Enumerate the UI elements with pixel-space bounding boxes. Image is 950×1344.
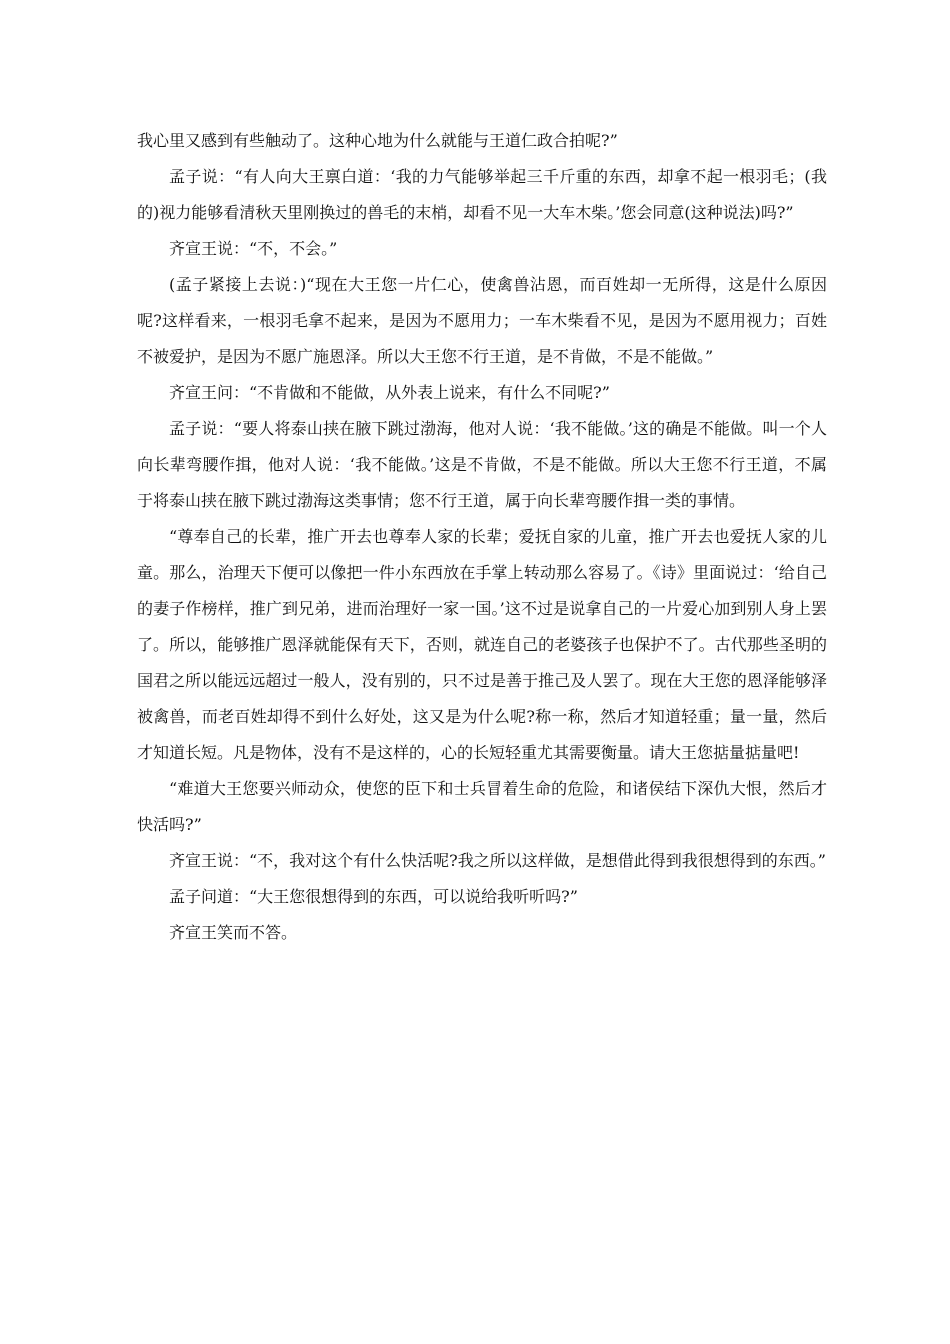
document-body <box>137 123 827 951</box>
paragraph: (孟子紧接上去说：)“现在大王您一片仁心，使禽兽沾恩，而百姓却一无所得，这是什么原因呢?这样看来，一根羽毛拿不起来，是因为不愿用力；一车木柴看不见，是因为不愿用视力；百姓不被爱护，是因为不愿广施恩泽。所以大王您不行王道，是不肯做，不是不能做。” <box>137 275 827 366</box>
paragraph: 齐宣王问：“不肯做和不能做，从外表上说来，有什么不同呢?” <box>169 383 610 402</box>
paragraph: 我心里又感到有些触动了。这种心地为什么就能与王道仁政合拍呢?” <box>137 131 618 150</box>
paragraph: “难道大王您要兴师动众，使您的臣下和士兵冒着生命的危险，和诸侯结下深仇大恨，然后才快活吗?” <box>137 779 827 834</box>
paragraph: 孟子问道：“大王您很想得到的东西，可以说给我听听吗?” <box>169 887 578 906</box>
paragraph: 齐宣王说：“不，我对这个有什么快活呢?我之所以这样做，是想借此得到我很想得到的东西。” <box>169 851 826 870</box>
paragraph: “尊奉自己的长辈，推广开去也尊奉人家的长辈；爱抚自家的儿童，推广开去也爱抚人家的儿童。那么，治理天下便可以像把一件小东西放在手掌上转动那么容易了。《诗》里面说过：‘给自己的妻子作榜样，推广到兄弟，进而治理好一家一国。’这不过是说拿自己的一片爱心加到别人身上罢了。所以，能够推广恩泽就能保有天下，否则，就连自己的老婆孩子也保护不了。古代那些圣明的国君之所以能远远超过一般人，没有别的，只不过是善于推己及人罢了。现在大王您的恩泽能够泽被禽兽，而老百姓却得不到什么好处，这又是为什么呢?称一称，然后才知道轻重；量一量，然后才知道长短。凡是物体，没有不是这样的，心的长短轻重尤其需要衡量。请大王您掂量掂量吧! <box>137 527 827 762</box>
paragraph: 孟子说：“要人将泰山挟在腋下跳过渤海，他对人说：‘我不能做。’这的确是不能做。叫一个人向长辈弯腰作揖，他对人说：‘我不能做。’这是不肯做，不是不能做。所以大王您不行王道，不属于将泰山挟在腋下跳过渤海这类事情；您不行王道，属于向长辈弯腰作揖一类的事情。 <box>137 419 827 510</box>
paragraph: 孟子说：“有人向大王禀白道：‘我的力气能够举起三千斤重的东西，却拿不起一根羽毛；(我的)视力能够看清秋天里刚换过的兽毛的末梢，却看不见一大车木柴。’您会同意(这种说法)吗?” <box>137 167 827 222</box>
paragraph: 齐宣王说：“不，不会。” <box>169 239 338 258</box>
paragraph: 齐宣王笑而不答。 <box>169 923 298 942</box>
